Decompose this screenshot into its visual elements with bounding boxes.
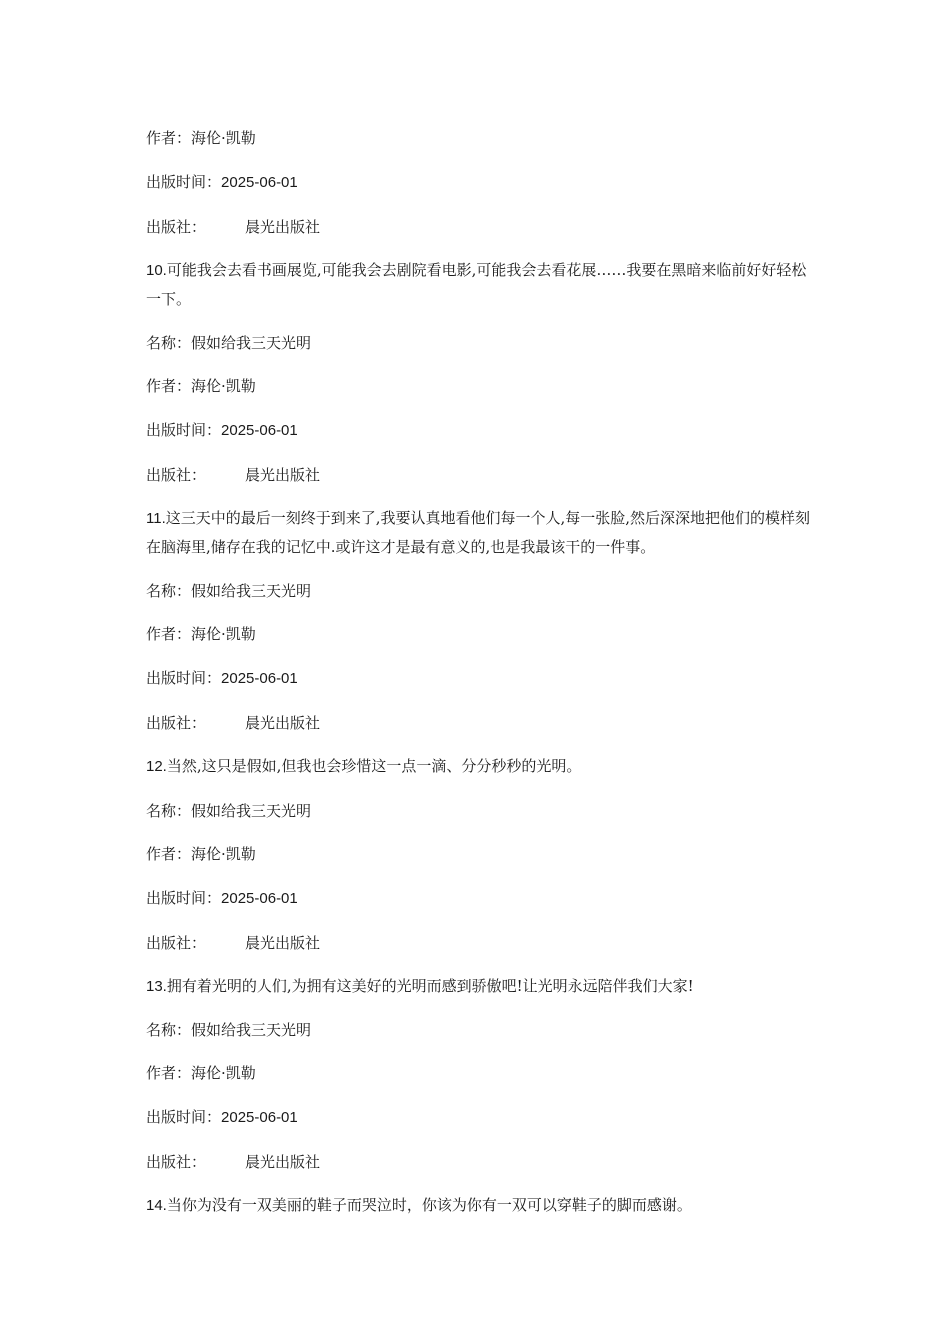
date-line xyxy=(146,172,298,193)
date-line xyxy=(146,420,298,441)
publisher-value: 晨光出版社 xyxy=(245,934,321,952)
publisher-label: 出版社： xyxy=(146,714,207,732)
publisher-line xyxy=(146,465,321,485)
date-value: 2025-06-01 xyxy=(221,174,298,191)
quote-paragraph xyxy=(146,752,812,781)
author-label: 作者： xyxy=(146,625,192,643)
publisher-line xyxy=(146,1152,321,1172)
date-label: 出版时间： xyxy=(146,421,222,439)
date-value: 2025-06-01 xyxy=(221,670,298,687)
quote-paragraph xyxy=(146,1191,812,1220)
quote-text: 可能我会去看书画展览,可能我会去剧院看电影,可能我会去看花展……我要在黑暗来临前好好轻松一下。 xyxy=(146,261,807,308)
name-value: 假如给我三天光明 xyxy=(191,802,312,820)
date-label: 出版时间： xyxy=(146,1108,222,1126)
name-label: 名称： xyxy=(146,802,192,820)
name-label: 名称： xyxy=(146,582,192,600)
author-value: 海伦·凯勒 xyxy=(191,129,256,147)
quote-number: 13. xyxy=(146,978,167,995)
publisher-label: 出版社： xyxy=(146,466,207,484)
quote-number: 12. xyxy=(146,758,167,775)
quote-number: 11. xyxy=(146,510,166,527)
date-line xyxy=(146,1107,298,1128)
date-label: 出版时间： xyxy=(146,669,222,687)
author-line xyxy=(146,128,256,148)
publisher-value: 晨光出版社 xyxy=(245,218,321,236)
quote-number: 14. xyxy=(146,1197,167,1214)
publisher-line xyxy=(146,217,321,237)
publisher-line xyxy=(146,933,321,953)
date-label: 出版时间： xyxy=(146,173,222,191)
quote-text: 拥有着光明的人们,为拥有这美好的光明而感到骄傲吧!让光明永远陪伴我们大家! xyxy=(166,977,694,995)
publisher-value: 晨光出版社 xyxy=(245,1153,321,1171)
name-label: 名称： xyxy=(146,334,192,352)
author-label: 作者： xyxy=(146,129,192,147)
name-value: 假如给我三天光明 xyxy=(191,582,312,600)
date-line xyxy=(146,888,298,909)
publisher-value: 晨光出版社 xyxy=(245,714,321,732)
date-line xyxy=(146,668,298,689)
quote-paragraph xyxy=(146,972,812,1001)
name-label: 名称： xyxy=(146,1021,192,1039)
name-line xyxy=(146,1020,311,1040)
quote-text: 当然,这只是假如,但我也会珍惜这一点一滴、分分秒秒的光明。 xyxy=(166,757,582,775)
author-label: 作者： xyxy=(146,377,192,395)
publisher-value: 晨光出版社 xyxy=(245,466,321,484)
author-line xyxy=(146,1063,256,1083)
name-value: 假如给我三天光明 xyxy=(191,334,312,352)
name-value: 假如给我三天光明 xyxy=(191,1021,312,1039)
publisher-label: 出版社： xyxy=(146,218,207,236)
author-line xyxy=(146,844,256,864)
date-value: 2025-06-01 xyxy=(221,422,298,439)
date-value: 2025-06-01 xyxy=(221,1109,298,1126)
publisher-label: 出版社： xyxy=(146,934,207,952)
publisher-line xyxy=(146,713,321,733)
quote-text: 这三天中的最后一刻终于到来了,我要认真地看他们每一个人,每一张脸,然后深深地把他们的模样刻在脑海里,储存在我的记忆中.或许这才是最有意义的,也是我最该干的一件事。 xyxy=(146,509,811,556)
quote-paragraph xyxy=(146,504,812,561)
publisher-label: 出版社： xyxy=(146,1153,207,1171)
author-value: 海伦·凯勒 xyxy=(191,625,256,643)
name-line xyxy=(146,801,311,821)
quote-paragraph xyxy=(146,256,812,313)
name-line xyxy=(146,333,311,353)
date-label: 出版时间： xyxy=(146,889,222,907)
author-line xyxy=(146,376,256,396)
name-line xyxy=(146,581,311,601)
author-label: 作者： xyxy=(146,1064,192,1082)
quote-text: 当你为没有一双美丽的鞋子而哭泣时，你该为你有一双可以穿鞋子的脚而感谢。 xyxy=(166,1196,692,1214)
author-value: 海伦·凯勒 xyxy=(191,845,256,863)
author-value: 海伦·凯勒 xyxy=(191,1064,256,1082)
date-value: 2025-06-01 xyxy=(221,890,298,907)
author-label: 作者： xyxy=(146,845,192,863)
author-line xyxy=(146,624,256,644)
author-value: 海伦·凯勒 xyxy=(191,377,256,395)
quote-number: 10. xyxy=(146,262,167,279)
